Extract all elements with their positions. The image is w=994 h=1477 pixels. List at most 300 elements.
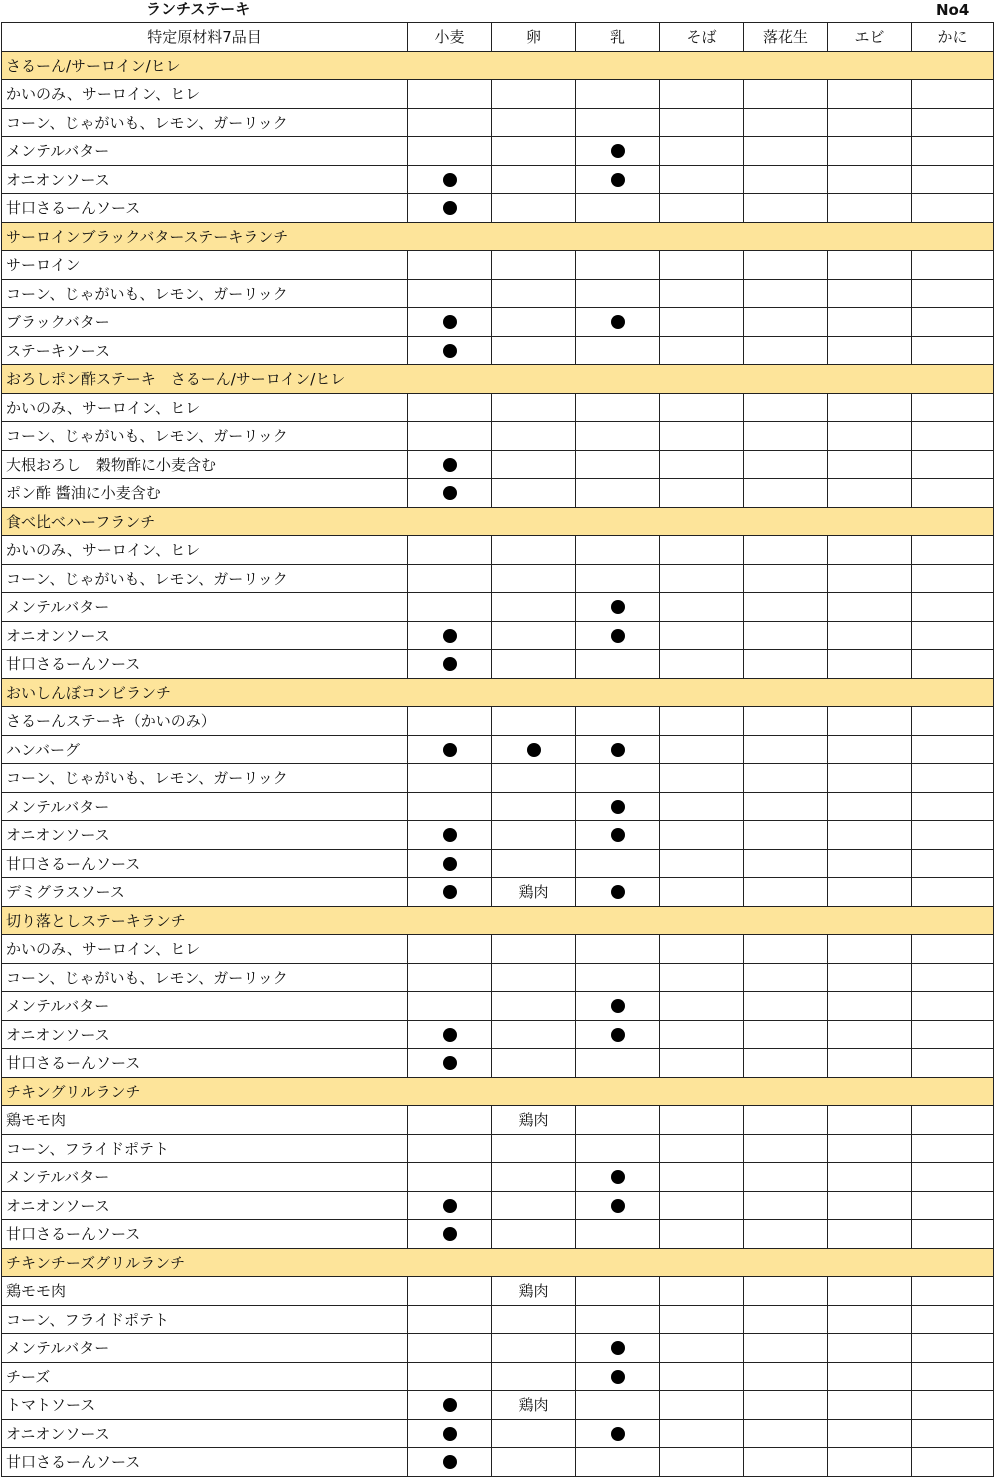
table-row	[2, 1277, 994, 1306]
table-row	[2, 764, 994, 793]
allergen-cell	[660, 963, 744, 992]
allergen-cell	[408, 1020, 492, 1049]
allergen-cell	[660, 650, 744, 679]
item-name: メンテルバター	[2, 792, 408, 821]
allergen-cell	[492, 80, 576, 109]
allergen-cell	[576, 878, 660, 907]
contains-dot-icon	[611, 629, 625, 643]
item-name: メンテルバター	[2, 137, 408, 166]
allergen-cell	[492, 479, 576, 508]
allergen-cell	[828, 336, 912, 365]
allergen-cell	[828, 450, 912, 479]
allergen-cell	[408, 593, 492, 622]
item-name: コーン、フライドポテト	[2, 1305, 408, 1334]
allergen-cell	[912, 849, 994, 878]
allergen-cell	[576, 194, 660, 223]
page-number: No4	[936, 1, 970, 19]
allergen-cell	[492, 1020, 576, 1049]
allergen-cell	[492, 194, 576, 223]
allergen-cell	[660, 1134, 744, 1163]
allergen-cell	[492, 992, 576, 1021]
allergen-cell	[576, 1049, 660, 1078]
item-name: 甘口さるーんソース	[2, 650, 408, 679]
allergen-cell	[408, 707, 492, 736]
allergen-cell	[492, 1163, 576, 1192]
allergen-cell	[912, 80, 994, 109]
allergen-cell	[492, 450, 576, 479]
allergen-cell	[408, 650, 492, 679]
allergen-cell	[912, 450, 994, 479]
contains-dot-icon	[611, 1427, 625, 1441]
allergen-cell	[492, 1334, 576, 1363]
contains-dot-icon	[443, 1227, 457, 1241]
allergen-cell	[660, 1362, 744, 1391]
allergen-cell	[912, 165, 994, 194]
contains-dot-icon	[611, 1170, 625, 1184]
allergen-cell	[576, 1020, 660, 1049]
allergen-cell	[408, 1391, 492, 1420]
item-name: 甘口さるーんソース	[2, 1220, 408, 1249]
allergen-cell	[492, 1419, 576, 1448]
allergen-cell	[408, 963, 492, 992]
allergen-cell	[744, 450, 828, 479]
table-row	[2, 935, 994, 964]
allergen-cell	[492, 422, 576, 451]
allergen-cell	[576, 1106, 660, 1135]
allergen-cell	[744, 992, 828, 1021]
allergen-cell	[492, 593, 576, 622]
allergen-cell	[660, 1220, 744, 1249]
allergen-cell	[492, 764, 576, 793]
allergen-cell	[828, 479, 912, 508]
allergen-cell	[660, 536, 744, 565]
allergen-cell	[828, 1049, 912, 1078]
contains-dot-icon	[611, 1199, 625, 1213]
allergen-cell	[492, 336, 576, 365]
contains-dot-icon	[611, 1370, 625, 1384]
allergen-cell	[492, 564, 576, 593]
allergen-cell	[744, 165, 828, 194]
allergen-cell	[408, 450, 492, 479]
allergen-cell	[828, 1134, 912, 1163]
table-row	[2, 1391, 994, 1420]
allergen-cell	[912, 564, 994, 593]
allergen-cell	[576, 735, 660, 764]
allergen-cell	[744, 308, 828, 337]
contains-dot-icon	[443, 1398, 457, 1412]
table-row	[2, 165, 994, 194]
allergen-cell	[576, 992, 660, 1021]
allergen-cell	[912, 536, 994, 565]
allergen-cell	[912, 1191, 994, 1220]
table-row	[2, 80, 994, 109]
allergen-cell	[912, 1277, 994, 1306]
allergen-cell	[660, 165, 744, 194]
allergen-cell	[576, 479, 660, 508]
allergen-cell	[408, 336, 492, 365]
menu-group-title: おいしんぼコンビランチ	[2, 678, 994, 707]
allergen-cell	[660, 707, 744, 736]
contains-dot-icon	[443, 344, 457, 358]
allergen-cell	[828, 764, 912, 793]
item-name: メンテルバター	[2, 992, 408, 1021]
table-row	[2, 1020, 994, 1049]
allergen-cell	[828, 1191, 912, 1220]
allergen-cell	[744, 1191, 828, 1220]
allergen-cell	[576, 935, 660, 964]
allergen-cell	[576, 1448, 660, 1477]
allergen-cell	[744, 279, 828, 308]
item-name: コーン、じゃがいも、レモン、ガーリック	[2, 279, 408, 308]
allergen-cell	[828, 1106, 912, 1135]
table-row	[2, 593, 994, 622]
allergen-cell	[576, 1134, 660, 1163]
contains-dot-icon	[443, 173, 457, 187]
allergen-cell	[576, 564, 660, 593]
allergen-cell	[828, 1448, 912, 1477]
allergen-cell	[492, 707, 576, 736]
allergen-cell	[576, 336, 660, 365]
allergen-cell	[408, 735, 492, 764]
item-name: コーン、じゃがいも、レモン、ガーリック	[2, 564, 408, 593]
menu-group-title: おろしポン酢ステーキ さるーん/サーロイン/ヒレ	[2, 365, 994, 394]
allergen-note: 鶏肉	[492, 878, 576, 907]
allergen-cell	[408, 792, 492, 821]
allergen-cell	[912, 1334, 994, 1363]
allergen-cell	[912, 821, 994, 850]
item-name: 甘口さるーんソース	[2, 1448, 408, 1477]
allergen-cell	[660, 251, 744, 280]
item-name: チーズ	[2, 1362, 408, 1391]
allergen-cell	[912, 251, 994, 280]
table-row	[2, 792, 994, 821]
allergen-cell	[828, 992, 912, 1021]
item-name: ポン酢 醬油に小麦含む	[2, 479, 408, 508]
contains-dot-icon	[443, 486, 457, 500]
column-header-buckwheat: そば	[660, 23, 744, 52]
header-row	[2, 23, 994, 52]
contains-dot-icon	[443, 1056, 457, 1070]
allergen-cell	[408, 1220, 492, 1249]
table-row	[2, 279, 994, 308]
item-name: 甘口さるーんソース	[2, 1049, 408, 1078]
allergen-cell	[576, 1305, 660, 1334]
allergen-cell	[912, 992, 994, 1021]
table-row	[2, 849, 994, 878]
allergen-cell	[912, 1362, 994, 1391]
allergen-cell	[576, 165, 660, 194]
contains-dot-icon	[527, 743, 541, 757]
column-header-egg: 卵	[492, 23, 576, 52]
allergen-cell	[492, 165, 576, 194]
allergen-cell	[660, 992, 744, 1021]
item-name: オニオンソース	[2, 621, 408, 650]
allergen-cell	[660, 1419, 744, 1448]
contains-dot-icon	[443, 1427, 457, 1441]
contains-dot-icon	[443, 857, 457, 871]
allergen-cell	[828, 137, 912, 166]
allergen-cell	[828, 422, 912, 451]
table-row	[2, 1334, 994, 1363]
contains-dot-icon	[443, 743, 457, 757]
allergen-cell	[492, 137, 576, 166]
allergen-cell	[576, 1163, 660, 1192]
allergen-cell	[576, 450, 660, 479]
table-row	[2, 108, 994, 137]
allergen-cell	[744, 1163, 828, 1192]
allergen-cell	[660, 1305, 744, 1334]
allergen-cell	[828, 1305, 912, 1334]
allergen-cell	[828, 194, 912, 223]
allergen-cell	[576, 279, 660, 308]
allergen-cell	[744, 1448, 828, 1477]
menu-group-title: 食べ比べハーフランチ	[2, 507, 994, 536]
allergen-cell	[492, 821, 576, 850]
allergen-cell	[828, 251, 912, 280]
menu-group-row	[2, 1077, 994, 1106]
allergen-note: 鶏肉	[492, 1106, 576, 1135]
table-row	[2, 1049, 994, 1078]
table-row	[2, 1419, 994, 1448]
column-header-peanut: 落花生	[744, 23, 828, 52]
table-row	[2, 1191, 994, 1220]
item-name: かいのみ、サーロイン、ヒレ	[2, 80, 408, 109]
menu-group-row	[2, 365, 994, 394]
allergen-cell	[744, 593, 828, 622]
item-name: オニオンソース	[2, 165, 408, 194]
allergen-cell	[576, 108, 660, 137]
allergen-cell	[408, 393, 492, 422]
allergen-cell	[408, 878, 492, 907]
item-name: 鶏モモ肉	[2, 1277, 408, 1306]
table-row	[2, 1305, 994, 1334]
allergen-cell	[660, 1448, 744, 1477]
allergen-cell	[828, 735, 912, 764]
allergen-cell	[660, 1334, 744, 1363]
allergen-cell	[492, 849, 576, 878]
allergen-cell	[912, 650, 994, 679]
item-name: さるーんステーキ（かいのみ）	[2, 707, 408, 736]
table-row	[2, 963, 994, 992]
column-header-crab: かに	[912, 23, 994, 52]
allergen-cell	[828, 621, 912, 650]
allergen-cell	[912, 194, 994, 223]
table-row	[2, 821, 994, 850]
allergen-cell	[660, 821, 744, 850]
table-row	[2, 1448, 994, 1477]
item-name: 甘口さるーんソース	[2, 194, 408, 223]
allergen-cell	[576, 1419, 660, 1448]
allergen-cell	[744, 764, 828, 793]
allergen-cell	[408, 1448, 492, 1477]
allergen-cell	[828, 1391, 912, 1420]
allergen-cell	[408, 992, 492, 1021]
allergen-note: 鶏肉	[492, 1391, 576, 1420]
allergen-cell	[828, 878, 912, 907]
contains-dot-icon	[443, 828, 457, 842]
allergen-cell	[492, 935, 576, 964]
allergen-cell	[660, 308, 744, 337]
allergen-cell	[576, 536, 660, 565]
contains-dot-icon	[611, 1341, 625, 1355]
allergen-cell	[744, 336, 828, 365]
allergen-cell	[828, 935, 912, 964]
allergen-cell	[744, 1049, 828, 1078]
contains-dot-icon	[611, 800, 625, 814]
allergen-cell	[576, 393, 660, 422]
allergen-cell	[408, 935, 492, 964]
allergen-cell	[828, 650, 912, 679]
allergen-cell	[744, 735, 828, 764]
item-name: 鶏モモ肉	[2, 1106, 408, 1135]
allergen-cell	[744, 1220, 828, 1249]
allergen-cell	[408, 1049, 492, 1078]
allergen-cell	[492, 621, 576, 650]
allergen-cell	[744, 194, 828, 223]
allergen-cell	[828, 792, 912, 821]
table-row	[2, 707, 994, 736]
allergen-cell	[408, 422, 492, 451]
allergen-cell	[828, 308, 912, 337]
contains-dot-icon	[443, 1199, 457, 1213]
menu-group-title: チキングリルランチ	[2, 1077, 994, 1106]
allergen-cell	[660, 1106, 744, 1135]
item-name: コーン、じゃがいも、レモン、ガーリック	[2, 108, 408, 137]
allergen-cell	[492, 792, 576, 821]
allergen-cell	[408, 821, 492, 850]
allergen-cell	[576, 422, 660, 451]
allergen-cell	[660, 1391, 744, 1420]
allergen-cell	[492, 1448, 576, 1477]
allergen-cell	[744, 1305, 828, 1334]
page-header	[0, 0, 994, 22]
allergen-cell	[744, 1277, 828, 1306]
table-row	[2, 308, 994, 337]
allergen-cell	[576, 821, 660, 850]
allergen-cell	[492, 735, 576, 764]
table-row	[2, 650, 994, 679]
contains-dot-icon	[443, 629, 457, 643]
allergen-cell	[912, 1049, 994, 1078]
allergen-cell	[912, 279, 994, 308]
item-name: メンテルバター	[2, 1334, 408, 1363]
allergen-cell	[660, 1163, 744, 1192]
allergen-cell	[660, 735, 744, 764]
allergen-cell	[744, 878, 828, 907]
allergen-cell	[408, 1305, 492, 1334]
allergen-cell	[828, 1163, 912, 1192]
allergen-cell	[660, 279, 744, 308]
allergen-cell	[912, 621, 994, 650]
allergen-cell	[576, 849, 660, 878]
allergen-cell	[744, 1020, 828, 1049]
allergen-cell	[576, 308, 660, 337]
allergen-cell	[744, 536, 828, 565]
allergen-cell	[492, 279, 576, 308]
item-name: ステーキソース	[2, 336, 408, 365]
item-name: トマトソース	[2, 1391, 408, 1420]
menu-group-title: さるーん/サーロイン/ヒレ	[2, 51, 994, 80]
item-name: サーロイン	[2, 251, 408, 280]
allergen-cell	[744, 963, 828, 992]
allergen-cell	[408, 108, 492, 137]
allergen-cell	[660, 1277, 744, 1306]
allergen-cell	[828, 1419, 912, 1448]
table-row	[2, 393, 994, 422]
contains-dot-icon	[443, 315, 457, 329]
table-row	[2, 137, 994, 166]
allergen-cell	[828, 393, 912, 422]
table-row	[2, 336, 994, 365]
allergen-cell	[744, 251, 828, 280]
table-body	[2, 51, 994, 1476]
allergen-cell	[912, 336, 994, 365]
allergen-cell	[492, 1049, 576, 1078]
table-row	[2, 450, 994, 479]
item-name: コーン、じゃがいも、レモン、ガーリック	[2, 422, 408, 451]
allergen-cell	[744, 1419, 828, 1448]
allergen-cell	[660, 194, 744, 223]
allergen-cell	[828, 593, 912, 622]
allergen-cell	[660, 1020, 744, 1049]
allergen-cell	[744, 1106, 828, 1135]
allergen-cell	[744, 935, 828, 964]
allergen-cell	[828, 1334, 912, 1363]
item-name: 甘口さるーんソース	[2, 849, 408, 878]
allergen-cell	[912, 764, 994, 793]
item-name: オニオンソース	[2, 1419, 408, 1448]
allergen-cell	[576, 593, 660, 622]
menu-group-row	[2, 222, 994, 251]
allergen-cell	[912, 707, 994, 736]
allergen-cell	[912, 479, 994, 508]
menu-group-row	[2, 51, 994, 80]
menu-group-row	[2, 1248, 994, 1277]
allergen-cell	[408, 1106, 492, 1135]
allergen-cell	[744, 1334, 828, 1363]
allergen-cell	[912, 1020, 994, 1049]
allergen-cell	[744, 1362, 828, 1391]
allergen-cell	[744, 1391, 828, 1420]
item-name: ブラックバター	[2, 308, 408, 337]
allergen-cell	[912, 137, 994, 166]
contains-dot-icon	[611, 743, 625, 757]
allergen-cell	[576, 1334, 660, 1363]
allergen-cell	[912, 1134, 994, 1163]
allergen-cell	[912, 878, 994, 907]
column-header-shrimp: エビ	[828, 23, 912, 52]
allergen-cell	[408, 279, 492, 308]
allergen-table	[1, 22, 994, 1477]
allergen-cell	[912, 1106, 994, 1135]
item-name: オニオンソース	[2, 1191, 408, 1220]
allergen-cell	[828, 849, 912, 878]
allergen-cell	[492, 1220, 576, 1249]
allergen-cell	[828, 108, 912, 137]
allergen-cell	[576, 707, 660, 736]
allergen-cell	[408, 764, 492, 793]
allergen-note: 鶏肉	[492, 1277, 576, 1306]
table-row	[2, 1106, 994, 1135]
allergen-cell	[828, 564, 912, 593]
allergen-cell	[744, 80, 828, 109]
allergen-cell	[660, 593, 744, 622]
allergen-cell	[828, 279, 912, 308]
contains-dot-icon	[443, 885, 457, 899]
item-name: メンテルバター	[2, 1163, 408, 1192]
table-row	[2, 479, 994, 508]
allergen-cell	[912, 792, 994, 821]
